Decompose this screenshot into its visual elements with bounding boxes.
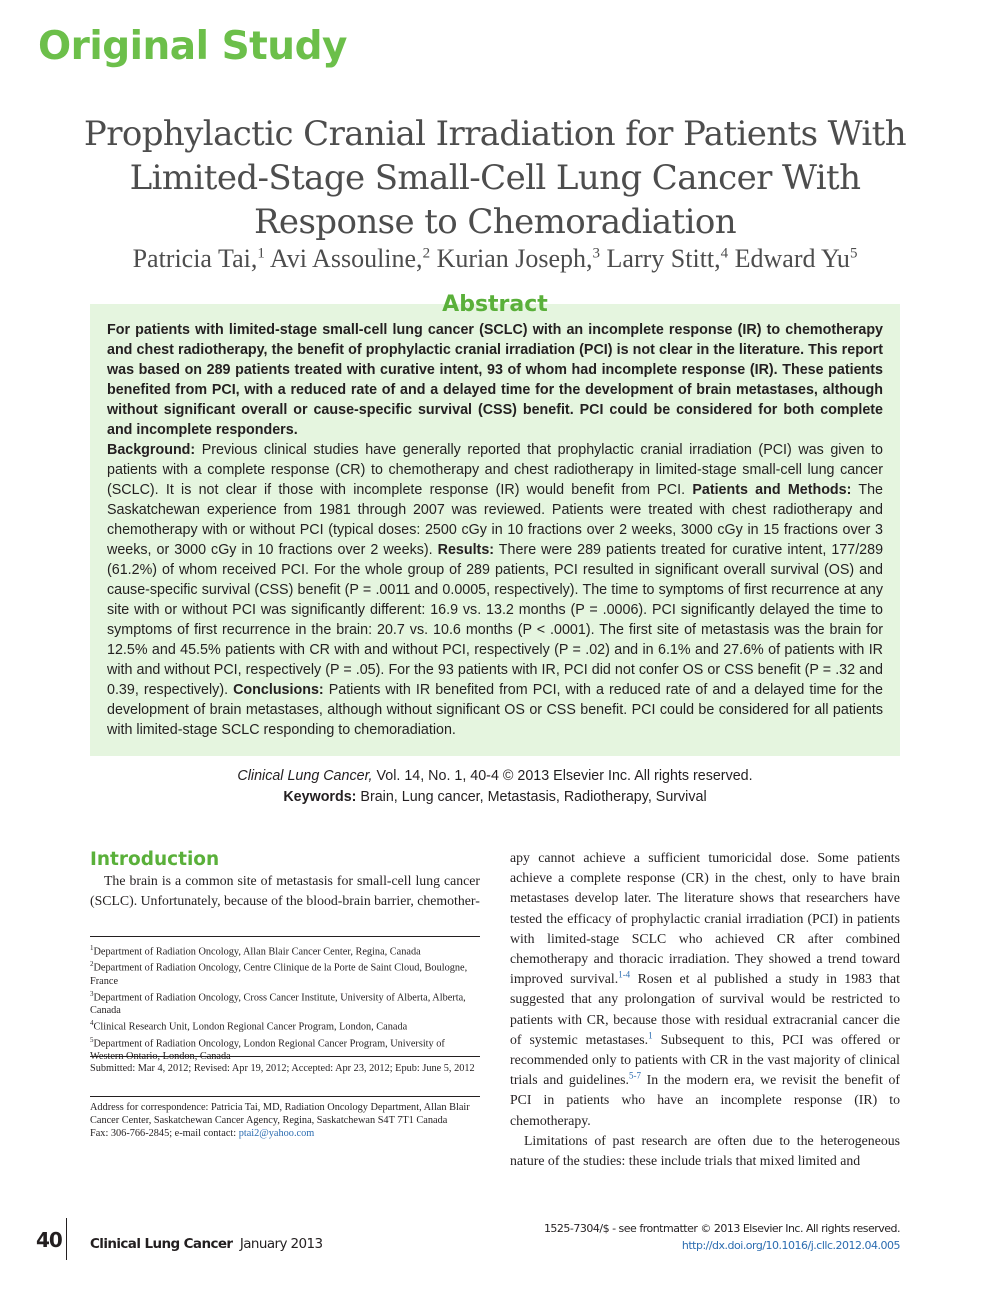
- affiliation-item: [90, 1034, 480, 1063]
- correspondence: [90, 1101, 480, 1140]
- abstract-heading: Abstract: [442, 292, 548, 317]
- keywords-label: Keywords:: [283, 789, 357, 805]
- citation-block: [90, 766, 900, 808]
- abstract-summary: For patients with limited-stage small-cell lung cancer (SCLC) with an incomplete response (IR) to chemotherapy and chest radiotherapy, the benefit of prophylactic cranial irradiation (PCI) is not clear in the literature. This report was based on 289 patients treated with curative intent, 93 of whom had incomplete response (IR). These patients benefited from PCI, with a reduced rate of and a delayed time for the development of brain metastases, although without significant overall or cause-specific survival (CSS) benefit. PCI could be considered for both complete and incomplete responders.: [107, 322, 883, 438]
- introduction-heading: Introduction: [90, 849, 220, 870]
- journal-footer: [90, 1236, 323, 1252]
- reference-link[interactable]: 1-4: [618, 969, 631, 980]
- author-list: [60, 244, 930, 274]
- affiliation-item: [90, 942, 480, 958]
- footer-journal: Clinical Lung Cancer: [90, 1236, 233, 1252]
- results-label: Results:: [437, 542, 495, 558]
- correspondence-contact: [90, 1127, 480, 1140]
- body-text: apy cannot achieve a sufficient tumoricidal dose. Some patients achieve a complete response (CR) in the chest, only to have brain metastases develop later. The literature shows that researchers have tested the efficacy of prophylactic cranial irradiation (PCI) in patients with limited-stage SCLC who achieved CR after combined chemotherapy and thoracic irradiation. They showed a trend toward improved survival.: [510, 850, 900, 987]
- section-label: Original Study: [38, 24, 347, 69]
- abstract-structured: [107, 440, 883, 740]
- author-name: Kurian Joseph,: [436, 244, 593, 273]
- methods-text: The Saskatchewan experience from 1981 through 2007 was reviewed. Patients were treated with chest radiotherapy and chemotherapy with or without PCI (typical doses: 2500 cGy in 10 fractions over 2 weeks, 3000 cGy in 15 fractions over 3 weeks, or 3000 cGy in 10 fractions over 2 weeks).: [107, 482, 883, 558]
- correspondence-address: Address for correspondence: Patricia Tai, MD, Radiation Oncology Department, Allan Blair Cancer Center, Saskatchewan Cancer Agency, Regina, Saskatchewan S4T 7T1 Canada: [90, 1102, 470, 1126]
- doi-link[interactable]: http://dx.doi.org/10.1016/j.cllc.2012.04.005: [681, 1239, 900, 1252]
- affiliation-mark: 4: [90, 1019, 94, 1028]
- affiliation-mark: 5: [90, 1035, 94, 1044]
- correspondence-rule: [90, 1096, 480, 1097]
- affiliation-mark: 3: [90, 989, 94, 998]
- affiliation-text: Department of Radiation Oncology, Allan Blair Cancer Center, Regina, Canada: [93, 946, 421, 958]
- author-name: Larry Stitt,: [606, 244, 721, 273]
- body-paragraph: [510, 848, 900, 1131]
- author-name: Edward Yu: [734, 244, 850, 273]
- author-affiliation-mark: 3: [592, 245, 601, 262]
- author-affiliation-mark: 4: [720, 245, 729, 262]
- reference-link[interactable]: 5-7: [629, 1070, 641, 1081]
- footer-right: [544, 1220, 900, 1254]
- left-column-text: [90, 871, 480, 911]
- footer-copyright: 1525-7304/$ - see frontmatter © 2013 Elsevier Inc. All rights reserved.: [543, 1222, 900, 1235]
- submission-dates: Submitted: Mar 4, 2012; Revised: Apr 19, 2012; Accepted: Apr 23, 2012; Epub: June 5, 2012: [90, 1063, 475, 1074]
- body-paragraph: Limitations of past research are often due to the heterogeneous nature of the studies: these include trials that mixed limited and: [510, 1132, 900, 1169]
- affiliation-text: Clinical Research Unit, London Regional Cancer Program, London, Canada: [93, 1021, 408, 1033]
- fax-text: Fax: 306-766-2845; e-mail contact:: [90, 1128, 237, 1139]
- affiliation-text: Department of Radiation Oncology, London Regional Cancer Program, University of: [93, 1038, 445, 1050]
- affiliation-item: [90, 958, 480, 987]
- conclusions-text: Patients with IR benefited from PCI, with a reduced rate of and a delayed time for the development of brain metastases, although without significant OS or CSS benefit. PCI could be considered for all patients with limited-stage SCLC responding to chemoradiation.: [107, 682, 883, 738]
- author-affiliation-mark: 5: [849, 245, 858, 262]
- background-label: Background:: [107, 442, 196, 458]
- right-column-text: [510, 848, 900, 1171]
- abstract-body: [107, 320, 883, 740]
- affiliation-mark: 1: [90, 944, 94, 952]
- author-name: Patricia Tai,: [132, 244, 258, 273]
- affiliation-text: Department of Radiation Oncology, Cross Cancer Institute, University of Alberta, Alberta, Canada: [90, 992, 466, 1017]
- body-text: Subsequent to this, PCI was offered or recommended only to patients with CR in the vast majority of clinical trials and guidelines.: [510, 1031, 900, 1088]
- author-name: Avi Assouline,: [269, 244, 423, 273]
- affiliation-item: [90, 988, 480, 1017]
- affiliation-item: [90, 1017, 480, 1033]
- footer-date: January 2013: [239, 1236, 323, 1252]
- citation-details: Vol. 14, No. 1, 40-4 © 2013 Elsevier Inc. All rights reserved.: [376, 768, 753, 784]
- affiliation-text: Department of Radiation Oncology, Centre Clinique de la Porte de Saint Cloud, Boulogne, France: [90, 962, 468, 987]
- conclusions-label: Conclusions:: [233, 682, 324, 698]
- background-text: Previous clinical studies have generally reported that prophylactic cranial irradiation (PCI) was given to patients with a complete response (CR) to chemotherapy and chest radiotherapy in limited-stage small-cell lung cancer (SCLC). It is not clear if those with incomplete response (IR) would benefit from PCI.: [107, 442, 883, 498]
- email-link[interactable]: ptai2@yahoo.com: [238, 1128, 315, 1139]
- page-number: 40: [36, 1228, 62, 1252]
- keywords-line: [90, 787, 900, 808]
- results-text: There were 289 patients treated for curative intent, 177/289 (61.2%) of whom received PCI. For the whole group of 289 patients, PCI resulted in significant overall survival (OS) and cause-specific survival (CSS) benefit (P = .0011 and 0.0005, respectively). The time to symptoms of first recurrence at any site with or without PCI was significantly different: 16.9 vs. 13.2 months (P = .0006). PCI significantly delayed the time to symptoms of first recurrence in the brain: 20.7 vs. 10.6 months (P < .0001). The first site of metastasis was the brain for 12.5% and 45.5% patients with CR with and without PCI, respectively (P = .02) and in 6.1% and 27.6% of patients with IR with and without PCI, respectively (P = .05). For the 93 patients with IR, PCI did not confer OS or CSS benefit (P = .32 and 0.39, respectively).: [107, 542, 884, 698]
- affiliation-mark: 2: [90, 960, 94, 969]
- body-text: In the modern era, we revisit the benefit of PCI in patients who have an incomplete response (IR) to chemotherapy.: [510, 1072, 900, 1128]
- keywords-text: Brain, Lung cancer, Metastasis, Radiotherapy, Survival: [360, 789, 707, 805]
- reference-link[interactable]: 1: [648, 1030, 653, 1041]
- footer-divider: [66, 1218, 67, 1260]
- citation-journal: Clinical Lung Cancer,: [237, 768, 373, 784]
- citation-line: [90, 766, 900, 787]
- body-text: Rosen et al published a study in 1983 that suggested that any prolongation of survival would be restricted to patients with CR, because those with residual extracranial cancer die of systemic metastases.: [510, 971, 900, 1047]
- author-affiliation-mark: 1: [257, 245, 265, 262]
- dates-rule: [90, 1056, 480, 1057]
- author-affiliation-mark: 2: [422, 245, 431, 262]
- methods-label: Patients and Methods:: [692, 482, 852, 498]
- intro-paragraph: The brain is a common site of metastasis for small-cell lung cancer (SCLC). Unfortunately, because of the blood-brain barrier, chemother-: [90, 873, 480, 909]
- article-title: Prophylactic Cranial Irradiation for Patients With Limited-Stage Small-Cell Lung Cancer With Response to Chemoradiation: [83, 114, 907, 242]
- footnote-rule: [90, 936, 480, 937]
- affiliations: [90, 942, 480, 1063]
